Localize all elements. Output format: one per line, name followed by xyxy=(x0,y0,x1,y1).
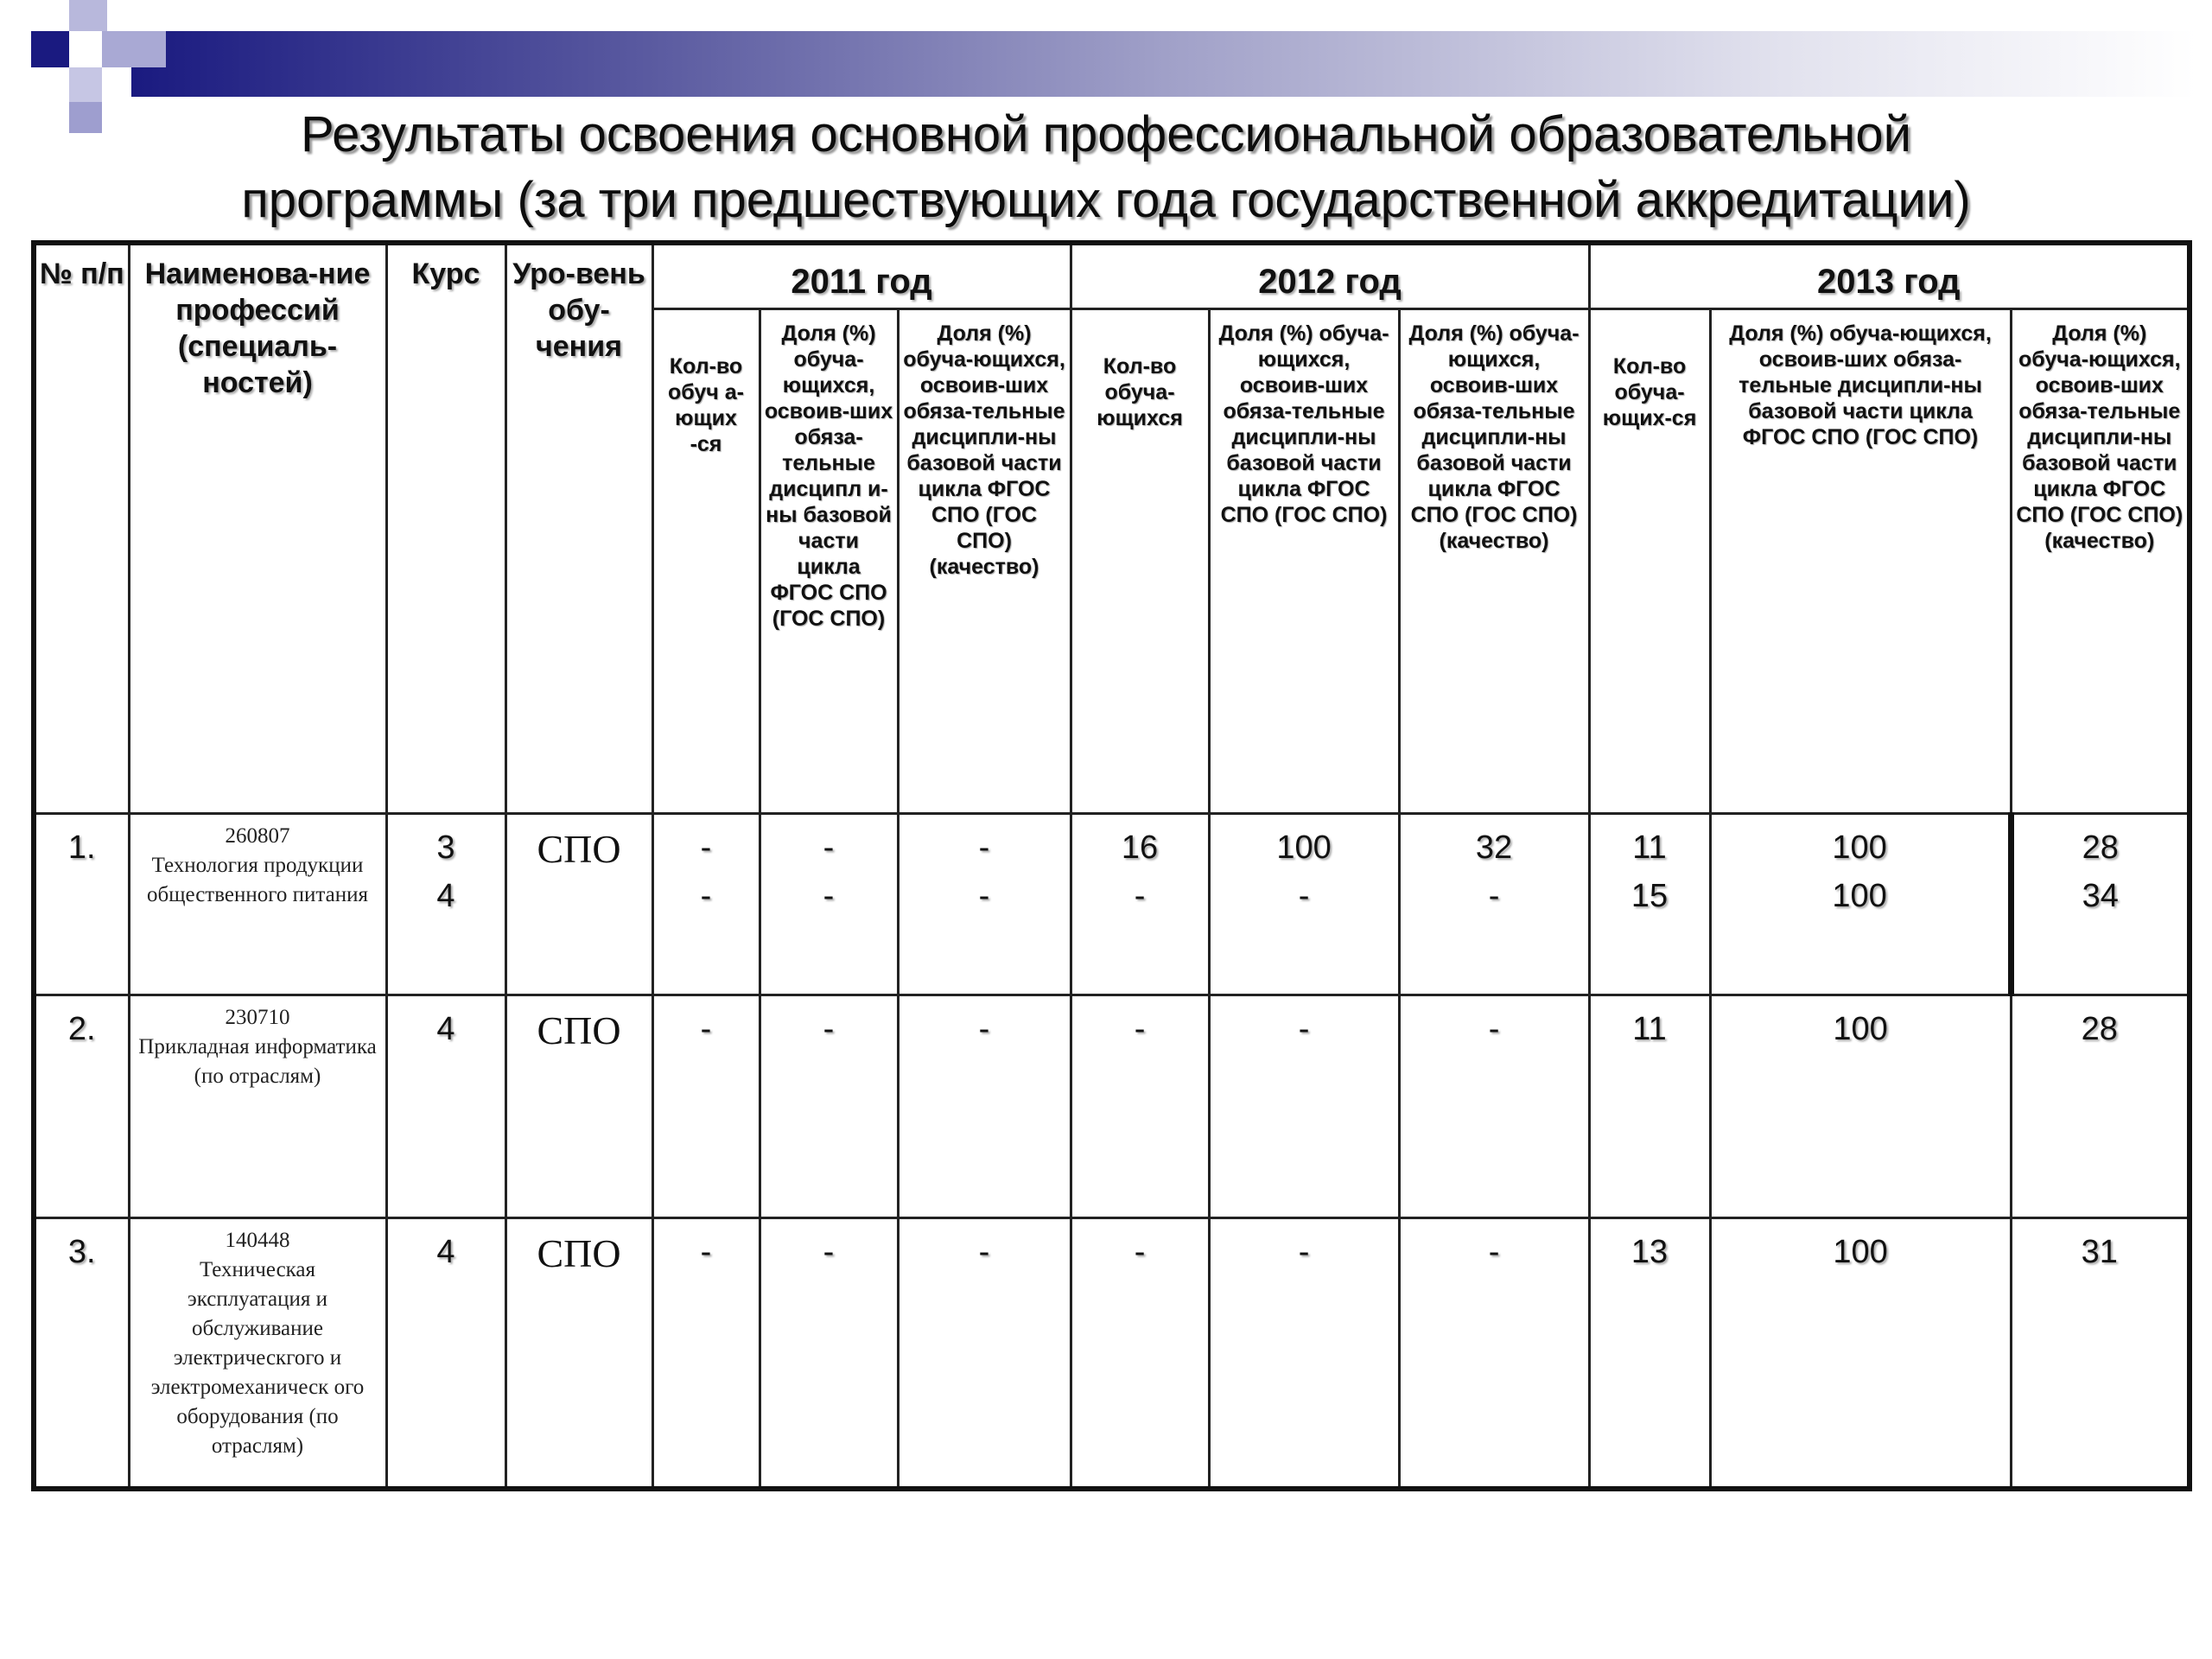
y2013-quality-cell xyxy=(2011,813,2190,995)
course-value: 4 xyxy=(436,1233,455,1270)
course-value: 4 xyxy=(436,877,455,914)
cell-value: 11 xyxy=(1632,1010,1667,1047)
y2011-share-cell xyxy=(760,813,898,995)
header-year-2013: 2013 год xyxy=(1589,243,2190,308)
header-2013-share: Доля (%) обуча-ющихся, освоив-ших обяза-тельные дисципли-ны базовой части цикла ФГОС СПО (ГОС СПО) xyxy=(1710,308,2011,813)
cell-value: 100 xyxy=(1276,829,1332,866)
cell-value: - xyxy=(823,1233,835,1270)
profession-name: Технология продукции общественного питания xyxy=(147,853,368,906)
cell-value: - xyxy=(978,829,990,866)
cell-value: - xyxy=(823,829,835,866)
cell-value: - xyxy=(700,1010,712,1047)
cell-value: 28 xyxy=(2081,1010,2118,1047)
title-line-2: программы (за три предшествующих года государственной аккредитации) xyxy=(241,172,1971,228)
table-row xyxy=(34,1217,2190,1489)
course-value: 3 xyxy=(436,829,455,866)
cell-value: 16 xyxy=(1121,829,1159,866)
y2012-share-cell xyxy=(1209,995,1399,1217)
profession-name: Техническая эксплуатация и обслуживание электрическгого и электромеханическ ого оборудования (по отраслям) xyxy=(150,1257,365,1458)
cell-value: 34 xyxy=(2082,877,2119,914)
course-value: 4 xyxy=(436,1010,455,1047)
cell-value: - xyxy=(1488,1233,1500,1270)
header-2011-quality: Доля (%) обуча-ющихся, освоив-ших обяза-тельные дисципли-ны базовой части цикла ФГОС СПО (ГОС СПО) (качество) xyxy=(898,308,1071,813)
cell-value: 13 xyxy=(1630,1233,1669,1270)
y2011-quality-cell xyxy=(898,995,1071,1217)
header-2012-count: Кол-во обуча-ющихся xyxy=(1071,308,1209,813)
cell-value: - xyxy=(823,877,835,914)
decor-square xyxy=(102,31,166,67)
header-course: Курс xyxy=(386,243,505,813)
profession-cell xyxy=(129,995,386,1217)
course-cell xyxy=(386,1217,505,1489)
cell-value: - xyxy=(700,877,712,914)
header-2013-quality: Доля (%) обуча-ющихся, освоив-ших обяза-тельные дисципли-ны базовой части цикла ФГОС СПО (ГОС СПО) (качество) xyxy=(2011,308,2190,813)
header-row-years xyxy=(34,243,2190,308)
y2013-share-cell xyxy=(1710,1217,2011,1489)
header-name: Наименова-ние профессий (специаль-ностей) xyxy=(129,243,386,813)
y2013-quality-cell xyxy=(2011,995,2190,1217)
cell-value: - xyxy=(823,1010,835,1047)
profession-code: 140448 xyxy=(225,1228,290,1252)
level-cell: СПО xyxy=(505,995,652,1217)
cell-value: 11 xyxy=(1632,829,1667,866)
y2011-quality-cell xyxy=(898,813,1071,995)
level-cell: СПО xyxy=(505,1217,652,1489)
decor-square xyxy=(31,31,69,67)
y2011-count-cell xyxy=(652,1217,760,1489)
y2012-count-cell xyxy=(1071,995,1209,1217)
y2011-quality-cell xyxy=(898,1217,1071,1489)
cell-value: - xyxy=(1298,877,1310,914)
header-num: № п/п xyxy=(34,243,129,813)
header-year-2012: 2012 год xyxy=(1071,243,1589,308)
results-table xyxy=(31,240,2192,1491)
y2013-quality-cell xyxy=(2011,1217,2190,1489)
title-line-1: Результаты освоения основной профессиональной образовательной xyxy=(301,106,1911,162)
y2012-count-cell xyxy=(1071,813,1209,995)
row-number: 3. xyxy=(34,1217,129,1489)
cell-value: 100 xyxy=(1833,1010,1888,1047)
cell-value: - xyxy=(978,877,990,914)
y2013-count-cell xyxy=(1589,995,1710,1217)
course-cell xyxy=(386,813,505,995)
y2012-share-cell xyxy=(1209,1217,1399,1489)
header-2013-count: Кол-во обуча-ющих-ся xyxy=(1589,308,1710,813)
table-row xyxy=(34,813,2190,995)
row-number: 1. xyxy=(34,813,129,995)
header-level: Уро-вень обу-чения xyxy=(505,243,652,813)
cell-value: - xyxy=(1298,1233,1310,1270)
cell-value: 32 xyxy=(1475,829,1513,866)
header-year-2011: 2011 год xyxy=(652,243,1071,308)
profession-cell xyxy=(129,813,386,995)
y2011-count-cell xyxy=(652,995,760,1217)
cell-value: - xyxy=(1298,1010,1310,1047)
y2011-share-cell xyxy=(760,1217,898,1489)
cell-value: 100 xyxy=(1832,829,1887,866)
y2013-share-cell xyxy=(1710,995,2011,1217)
y2013-share-cell xyxy=(1710,813,2011,995)
level-cell: СПО xyxy=(505,813,652,995)
row-number: 2. xyxy=(34,995,129,1217)
cell-value: - xyxy=(1134,1010,1146,1047)
y2012-quality-cell xyxy=(1399,995,1589,1217)
y2013-count-cell xyxy=(1589,1217,1710,1489)
header-2012-share: Доля (%) обуча-ющихся, освоив-ших обяза-тельные дисципли-ны базовой части цикла ФГОС СПО (ГОС СПО) xyxy=(1209,308,1399,813)
cell-value: 28 xyxy=(2082,829,2119,866)
y2012-quality-cell xyxy=(1399,813,1589,995)
header-gradient-bar xyxy=(131,31,2196,97)
cell-value: - xyxy=(1134,1233,1146,1270)
profession-code: 230710 xyxy=(225,1005,290,1029)
cell-value: - xyxy=(978,1010,990,1047)
cell-value: - xyxy=(700,829,712,866)
cell-value: - xyxy=(700,1233,712,1270)
cell-value: 15 xyxy=(1630,877,1669,914)
cell-value: - xyxy=(1134,877,1146,914)
cell-value: 31 xyxy=(2081,1233,2118,1270)
y2013-count-cell xyxy=(1589,813,1710,995)
y2012-quality-cell xyxy=(1399,1217,1589,1489)
slide-title xyxy=(0,102,2212,233)
y2011-share-cell xyxy=(760,995,898,1217)
profession-cell xyxy=(129,1217,386,1489)
table-row xyxy=(34,995,2190,1217)
y2011-count-cell xyxy=(652,813,760,995)
cell-value: - xyxy=(1488,877,1500,914)
cell-value: 100 xyxy=(1833,1233,1888,1270)
decor-square xyxy=(69,0,107,31)
profession-name: Прикладная информатика (по отраслям) xyxy=(138,1034,377,1088)
profession-code: 260807 xyxy=(225,823,290,848)
header-2012-quality: Доля (%) обуча-ющихся, освоив-ших обяза-тельные дисципли-ны базовой части цикла ФГОС СПО (ГОС СПО) (качество) xyxy=(1399,308,1589,813)
cell-value: - xyxy=(978,1233,990,1270)
decor-square xyxy=(69,67,102,102)
y2012-share-cell xyxy=(1209,813,1399,995)
cell-value: - xyxy=(1488,1010,1500,1047)
header-2011-share: Доля (%) обуча-ющихся, освоив-ших обяза-тельные дисципл и-ны базовой части цикла ФГОС СПО (ГОС СПО) xyxy=(760,308,898,813)
header-2011-count: Кол-во обуч а-ющих -ся xyxy=(652,308,760,813)
cell-value: 100 xyxy=(1832,877,1887,914)
course-cell xyxy=(386,995,505,1217)
y2012-count-cell xyxy=(1071,1217,1209,1489)
